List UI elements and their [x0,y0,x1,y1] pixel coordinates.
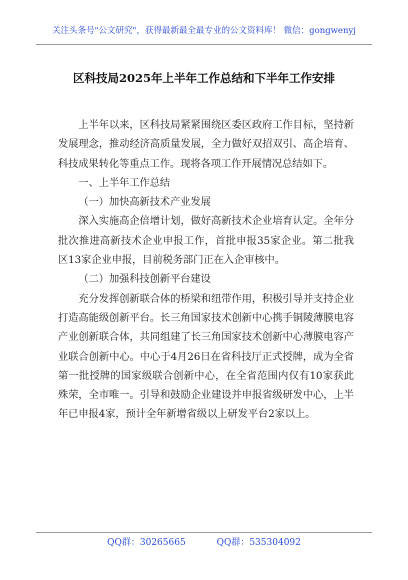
intro-paragraph: 上半年以来，区科技局紧紧围绕区委区政府工作目标，坚持新发展理念，推动经济高质量发展，全力做好双招双引、高企培育、科技成果转化等重点工作。现将各项工作开展情况总结如下。 [58,120,354,170]
header-divider [36,44,372,45]
footer-qq-group-1: QQ群：30265665 [107,538,186,548]
subsection-heading-2: （二）加强科技创新平台建设 [78,274,211,286]
header-notice: 关注头条号"公文研究"，获得最新最全最专业的公文资料库！ 微信：gongwenyj [52,26,356,36]
document-title: 区科技局2025年上半年工作总结和下半年工作安排 [72,71,335,85]
subsection-heading-1: （一）加快高新技术产业发展 [78,197,211,209]
footer [0,535,408,548]
document-body [58,116,354,425]
subsection-paragraph-2: 充分发挥创新联合体的桥梁和纽带作用，积极引导并支持企业打造高能级创新平台。长三角国家技术创新中心携手铜陵薄膜电容产业创新联合体，共同组建了长三角国家技术创新中心薄膜电容产业联合创新中心。中心于4月26日在省科技厅正式授牌，成为全省第一批授牌的国家级联合创新中心，在全省范围内仅有10家获此殊荣，全市唯一。引导和鼓励企业建设并申报省级研发中心，上半年已申报4家，预计全年新增省级以上研发平台2家以上。 [58,293,354,421]
footer-divider [36,532,372,533]
subsection-paragraph-1: 深入实施高企倍增计划，做好高新技术企业培育认定。全年分批次推进高新技术企业申报工作，首批申报35家企业。第二批我区13家企业申报，目前税务部门正在入企审核中。 [58,216,354,267]
section-heading: 一、上半年工作总结 [78,177,171,189]
footer-qq-group-2: QQ群：535304092 [216,538,301,548]
